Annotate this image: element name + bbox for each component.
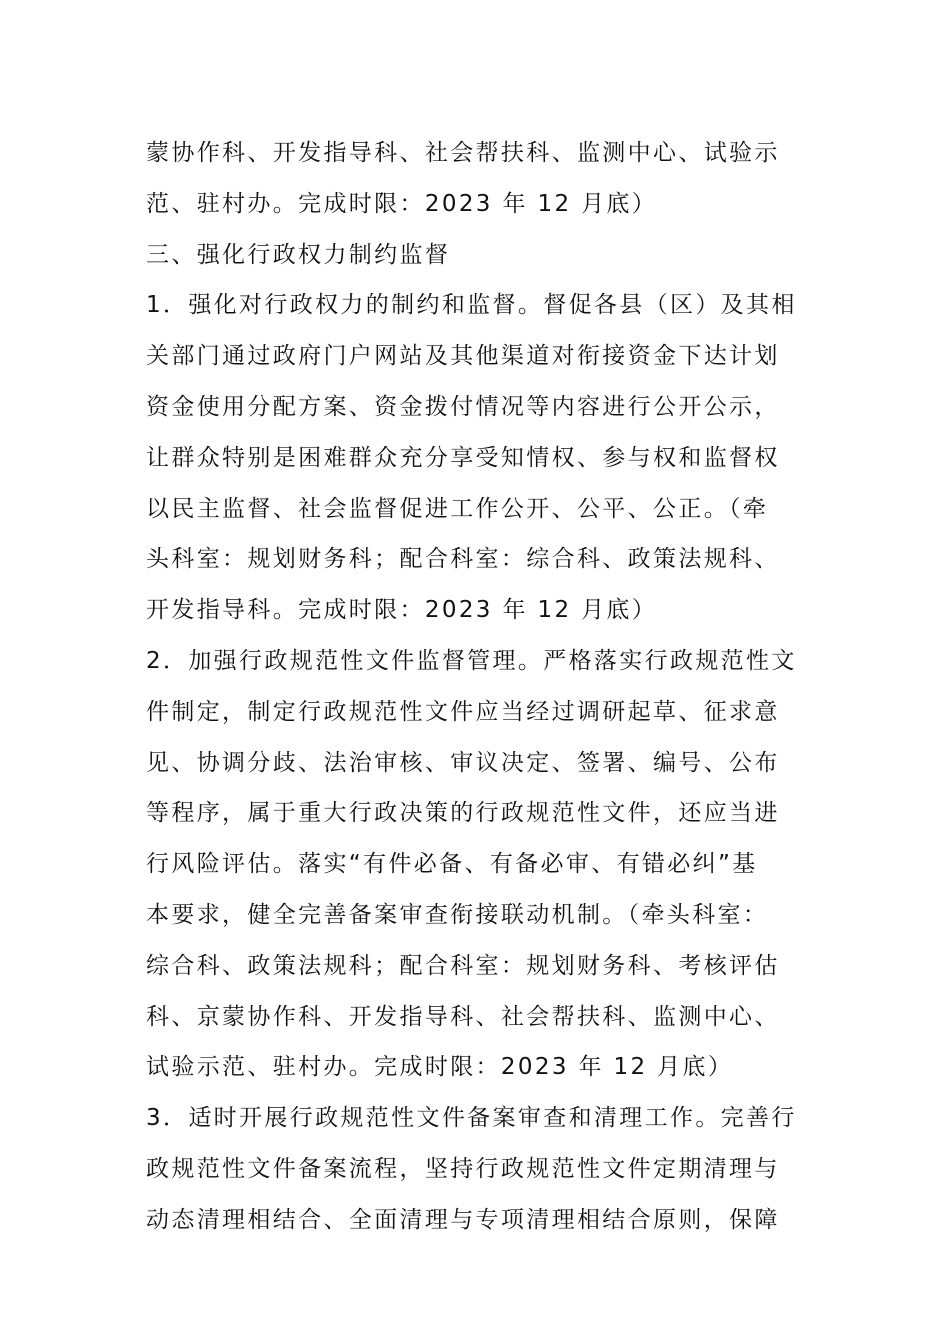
- text-line: 1．强化对行政权力的制约和监督。督促各县（区）及其相: [146, 292, 797, 319]
- text-line: 2．加强行政规范性文件监督管理。严格落实行政规范性文: [146, 647, 797, 674]
- text-line: 科、京蒙协作科、开发指导科、社会帮扶科、监测中心、: [146, 1003, 780, 1030]
- text-line: 开发指导科。完成时限：2023 年 12 月底）: [146, 597, 658, 624]
- text-line: 资金使用分配方案、资金拨付情况等内容进行公开公示，: [146, 393, 780, 420]
- text-line: 以民主监督、社会监督促进工作公开、公平、公正。（牵: [146, 495, 769, 522]
- text-line: 试验示范、驻村办。完成时限：2023 年 12 月底）: [146, 1054, 734, 1081]
- text-line: 本要求，健全完善备案审查衔接联动机制。（牵头科室：: [146, 901, 769, 928]
- text-line: 让群众特别是困难群众充分享受知情权、参与权和监督权: [146, 444, 780, 471]
- text-line: 关部门通过政府门户网站及其他渠道对衔接资金下达计划: [146, 343, 780, 370]
- text-line: 动态清理相结合、全面清理与专项清理相结合原则，保障: [146, 1206, 780, 1233]
- text-line: 3．适时开展行政规范性文件备案审查和清理工作。完善行: [146, 1105, 797, 1132]
- text-line: 范、驻村办。完成时限：2023 年 12 月底）: [146, 190, 658, 217]
- text-line: 综合科、政策法规科；配合科室：规划财务科、考核评估: [146, 952, 780, 979]
- text-line: 件制定，制定行政规范性文件应当经过调研起草、征求意: [146, 698, 780, 725]
- text-line: 蒙协作科、开发指导科、社会帮扶科、监测中心、试验示: [146, 140, 780, 166]
- text-line: 头科室：规划财务科；配合科室：综合科、政策法规科、: [146, 546, 780, 573]
- text-line: 政规范性文件备案流程，坚持行政规范性文件定期清理与: [146, 1155, 780, 1182]
- text-line: 见、协调分歧、法治审核、审议决定、签署、编号、公布: [146, 749, 780, 776]
- document-body: [146, 128, 806, 1246]
- text-line: 等程序，属于重大行政决策的行政规范性文件，还应当进: [146, 800, 780, 827]
- text-line: 行风险评估。落实“有件必备、有备必审、有错必纠”基: [146, 851, 758, 878]
- section-heading: 三、强化行政权力制约监督: [146, 241, 451, 268]
